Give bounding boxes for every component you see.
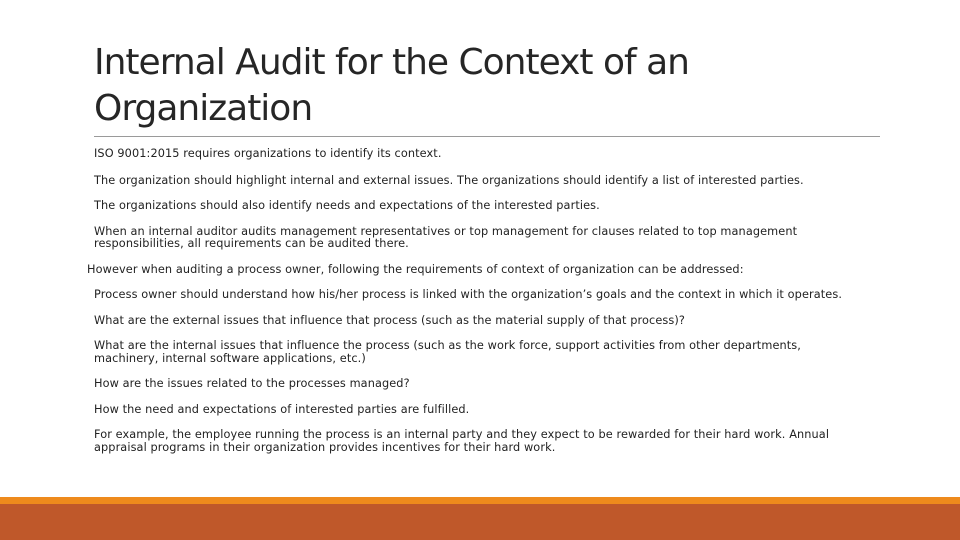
paragraph: The organizations should also identify needs and expectations of the interested parties. [94, 199, 600, 212]
paragraph: What are the external issues that influence that process (such as the material supply of that process)? [94, 313, 685, 327]
footer-accent-bar [0, 504, 960, 540]
paragraph: However when auditing a process owner, following the requirements of context of organization can be addressed: [87, 262, 744, 276]
paragraph: For example, the employee running the process is an internal party and they expect to be rewarded for their hard work. Annual appraisal programs in their organization provides incentives for their hard work. [94, 428, 830, 454]
slide-title: Internal Audit for the Context of an Organization [94, 42, 690, 129]
paragraph: What are the internal issues that influence the process (such as the work force, support activities from other departments, machinery, internal software applications, etc.) [94, 339, 801, 365]
paragraph: How are the issues related to the processes managed? [94, 377, 410, 390]
paragraph: How the need and expectations of interested parties are fulfilled. [94, 402, 470, 416]
footer-accent-line [0, 497, 960, 504]
paragraph: When an internal auditor audits management representatives or top management for clauses related to top management responsibilities, all requirements can be audited there. [94, 224, 798, 250]
title-divider [94, 136, 880, 137]
paragraph: ISO 9001:2015 requires organizations to identify its context. [94, 147, 442, 160]
content-list [87, 147, 894, 454]
paragraph: The organization should highlight internal and external issues. The organizations should identify a list of interested parties. [94, 173, 804, 187]
paragraph: Process owner should understand how his/her process is linked with the organization’s goals and the context in which it operates. [94, 288, 843, 301]
